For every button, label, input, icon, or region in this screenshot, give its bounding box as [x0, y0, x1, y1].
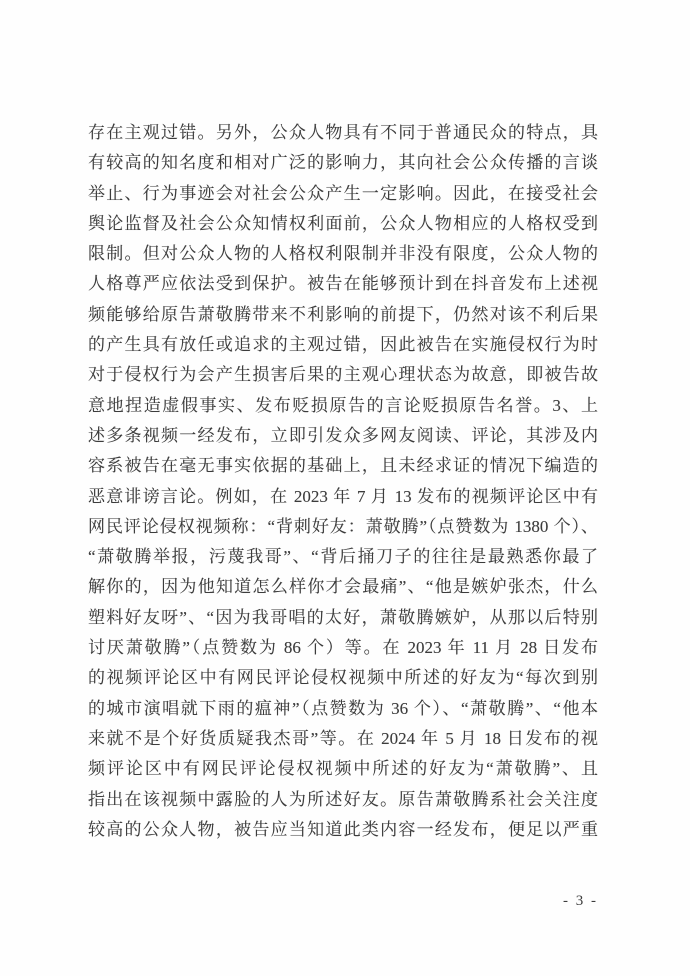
text-line: 较高的公众人物，被告应当知道此类内容一经发布，便足以严重 — [88, 819, 598, 839]
page-number: - 3 - — [563, 893, 598, 909]
text-line: 频评论区中有网民评论侵权视频中所述的好友为“萧敬腾”、且 — [88, 759, 598, 779]
text-line: “萧敬腾举报，污蔑我哥”、“背后捅刀子的往往是最熟悉你最了 — [88, 547, 598, 567]
text-line: 的城市演唱就下雨的瘟神”（点赞数为 36 个）、“萧敬腾”、“他本 — [88, 698, 598, 718]
text-line: 的产生具有放任或追求的主观过错，因此被告在实施侵权行为时 — [88, 335, 598, 355]
text-line: 塑料好友呀”、“因为我哥唱的太好，萧敬腾嫉妒，从那以后特别 — [88, 607, 598, 627]
text-line: 讨厌萧敬腾”（点赞数为 86 个）等。在 2023 年 11 月 28 日发布 — [88, 638, 598, 658]
text-line: 对于侵权行为会产生损害后果的主观心理状态为故意，即被告故 — [88, 365, 598, 385]
text-line: 舆论监督及社会公众知情权利面前，公众人物相应的人格权受到 — [88, 213, 598, 233]
text-line: 解你的，因为他知道怎么样你才会最痛”、“他是嫉妒张杰，什么 — [88, 577, 598, 597]
text-line: 限制。但对公众人物的人格权利限制并非没有限度，公众人物的 — [88, 244, 598, 264]
text-line: 的视频评论区中有网民评论侵权视频中所述的好友为“每次到别 — [88, 668, 598, 688]
document-text-block — [88, 118, 598, 845]
text-line: 存在主观过错。另外，公众人物具有不同于普通民众的特点，具 — [88, 123, 598, 142]
text-line: 述多条视频一经发布，立即引发众多网友阅读、评论，其涉及内 — [88, 425, 598, 445]
text-line: 指出在该视频中露脸的人为所述好友。原告萧敬腾系社会关注度 — [88, 789, 598, 809]
text-line: 频能够给原告萧敬腾带来不利影响的前提下，仍然对该不利后果 — [88, 304, 598, 324]
text-line: 有较高的知名度和相对广泛的影响力，其向社会公众传播的言谈 — [88, 153, 598, 173]
text-line: 恶意诽谤言论。例如，在 2023 年 7 月 13 发布的视频评论区中有 — [88, 486, 598, 506]
text-line: 意地捏造虚假事实、发布贬损原告的言论贬损原告名誉。3、上 — [88, 395, 598, 415]
text-line: 人格尊严应依法受到保护。被告在能够预计到在抖音发布上述视 — [88, 274, 598, 294]
text-line: 容系被告在毫无事实依据的基础上，且未经求证的情况下编造的 — [88, 456, 598, 476]
text-line: 举止、行为事迹会对社会公众产生一定影响。因此，在接受社会 — [88, 183, 598, 203]
text-line: 网民评论侵权视频称：“背刺好友：萧敬腾”（点赞数为 1380 个）、 — [88, 516, 598, 536]
text-line: 来就不是个好货质疑我杰哥”等。在 2024 年 5 月 18 日发布的视 — [88, 728, 598, 748]
